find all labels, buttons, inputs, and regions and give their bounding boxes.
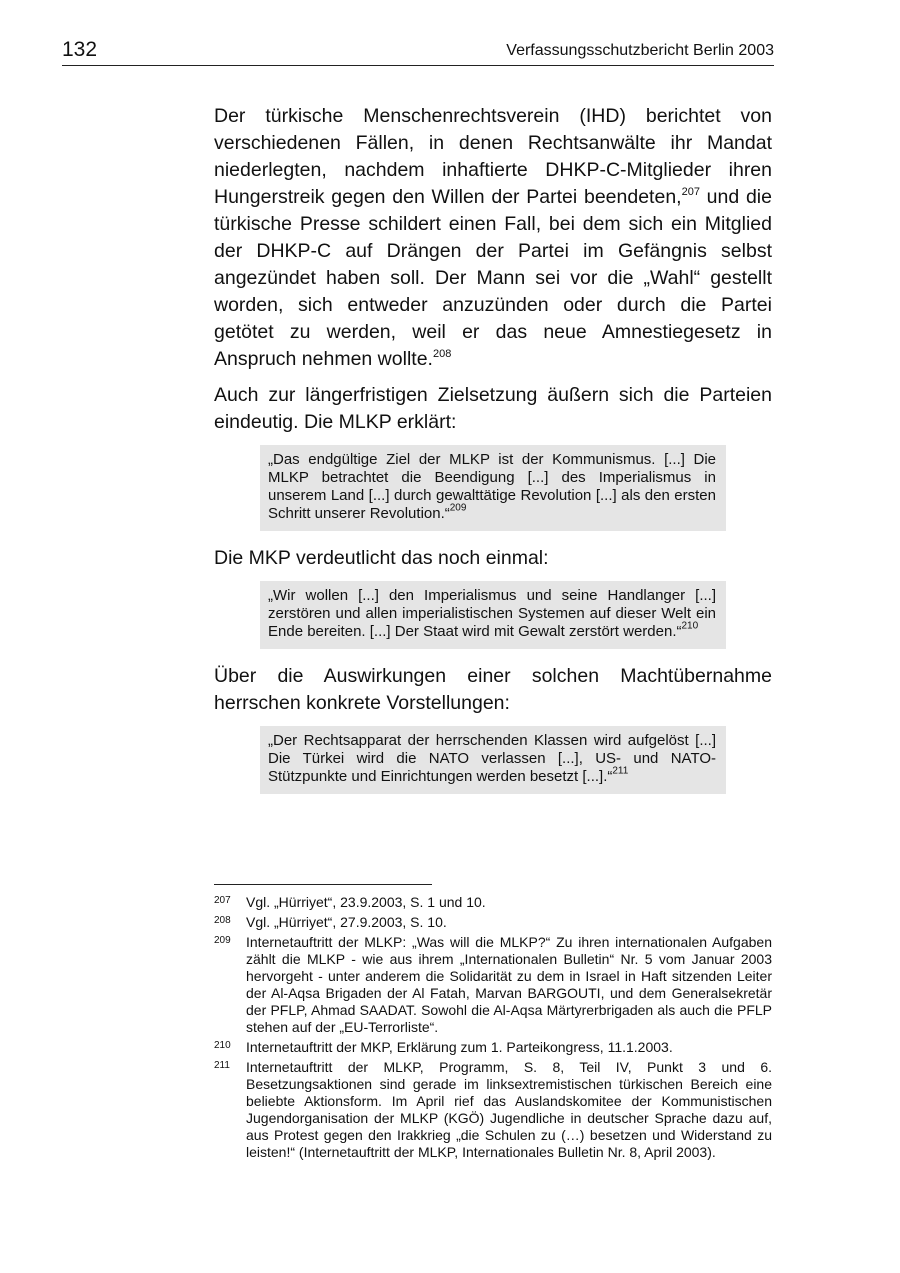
footnote-separator xyxy=(214,884,432,885)
footnote-ref[interactable]: 210 xyxy=(681,620,699,632)
footnotes xyxy=(214,894,772,1164)
footnote-number: 210 xyxy=(214,1040,231,1051)
quote-text: „Wir wollen [...] den Imperialismus und seine Handlanger [...] zerstören und allen imperialistischen Systemen auf dieser Welt ein Ende bereiten. [...] Der Staat wird mit Gewalt zerstört werden.“ xyxy=(268,587,716,640)
paragraph-text: und die türkische Presse schildert einen Fall, bei dem sich ein Mitglied der DHKP-C auf Drängen der Partei im Gefängnis selbst angezündet haben soll. Der Mann sei vor die „Wahl“ gestellt worden, sich entweder anzuzünden oder durch die Partei getötet zu werden, weil er das neue Amnestiegesetz in Anspruch nehmen wollte. xyxy=(214,186,772,370)
footnote-text: Internetauftritt der MLKP: „Was will die MLKP?“ Zu ihren internationalen Aufgaben zählt die MLKP - wie aus ihrem „Internationalen Bulletin“ Nr. 5 vom Januar 2003 hervorgeht - unter anderem die Solidarität zu dem in Israel in Haft sitzenden Leiter der Al-Aqsa Brigaden der Al Fatah, Marvan BARGOUTI, und dem Generalsekretär der PFLP, Ahmad SAADAT. Sowohl die Al-Aqsa Märtyrerbrigaden als auch die PFLP stehen auf der „EU-Terrorliste“. xyxy=(246,934,772,1035)
footnote-number: 208 xyxy=(214,915,231,926)
footnote-text: Vgl. „Hürriyet“, 27.9.2003, S. 10. xyxy=(246,914,447,930)
footnote xyxy=(214,894,772,911)
footnote-text: Internetauftritt der MKP, Erklärung zum 1. Parteikongress, 11.1.2003. xyxy=(246,1039,673,1055)
footnote-text: Vgl. „Hürriyet“, 23.9.2003, S. 1 und 10. xyxy=(246,894,486,910)
footnote-ref[interactable]: 208 xyxy=(432,347,452,360)
footnote-text: Internetauftritt der MLKP, Programm, S. 8, Teil IV, Punkt 3 und 6. Besetzungsaktionen sind gerade im linksextremistischen türkischen Bereich eine beliebte Aktionsform. Im April rief das Auslandskomitee der Kommunistischen Jugendorganisation der MLKP (KGÖ) Jugendliche in deutscher Sprache dazu auf, aus Protest gegen den Irakkrieg „die Schulen zu (…) besetzen und Widerstand zu leisten!“ (Internetauftritt der MLKP, Internationales Bulletin Nr. 8, April 2003). xyxy=(246,1059,772,1160)
footnote-ref[interactable]: 209 xyxy=(449,502,467,514)
footnote xyxy=(214,1039,772,1056)
paragraph-ihd-report xyxy=(214,103,772,373)
main-content xyxy=(214,103,772,808)
quote-text: „Das endgültige Ziel der MLKP ist der Kommunismus. [...] Die MLKP betrachtet die Beendigung [...] des Imperialismus in unserem Land [...] durch gewalttätige Revolution [...] als den ersten Schritt unserer Revolution.“ xyxy=(268,451,716,522)
running-title: Verfassungsschutzbericht Berlin 2003 xyxy=(506,42,774,59)
page-header xyxy=(62,38,774,66)
paragraph-long-term-goals: Auch zur längerfristigen Zielsetzung äußern sich die Parteien eindeutig. Die MLKP erklärt: xyxy=(214,384,772,433)
footnote-number: 209 xyxy=(214,935,231,946)
footnote-ref[interactable]: 207 xyxy=(681,185,700,198)
blockquote-program xyxy=(260,726,726,794)
footnote xyxy=(214,1059,772,1161)
blockquote-mkp xyxy=(260,581,726,649)
footnote-number: 207 xyxy=(214,895,231,906)
quote-text: „Der Rechtsapparat der herrschenden Klassen wird aufgelöst [...] Die Türkei wird die NATO verlassen [...], US- und NATO-Stützpunkte und Einrichtungen werden besetzt [...].“ xyxy=(268,732,716,785)
paragraph-mkp: Die MKP verdeutlicht das noch einmal: xyxy=(214,547,549,569)
paragraph-seizure-of-power: Über die Auswirkungen einer solchen Machtübernahme herrschen konkrete Vorstellungen: xyxy=(214,665,772,714)
footnote xyxy=(214,914,772,931)
page-number: 132 xyxy=(62,38,98,61)
blockquote-mlkp xyxy=(260,445,726,531)
footnote xyxy=(214,934,772,1036)
footnote-number: 211 xyxy=(214,1060,230,1071)
paragraph-text: Der türkische Menschenrechtsverein (IHD) berichtet von verschiedenen Fällen, in denen Rechtsanwälte ihr Mandat niederlegten, nachdem inhaftierte DHKP-C-Mitglieder ihren Hungerstreik gegen den Willen der Partei beendeten, xyxy=(214,105,772,208)
footnote-ref[interactable]: 211 xyxy=(612,765,629,777)
